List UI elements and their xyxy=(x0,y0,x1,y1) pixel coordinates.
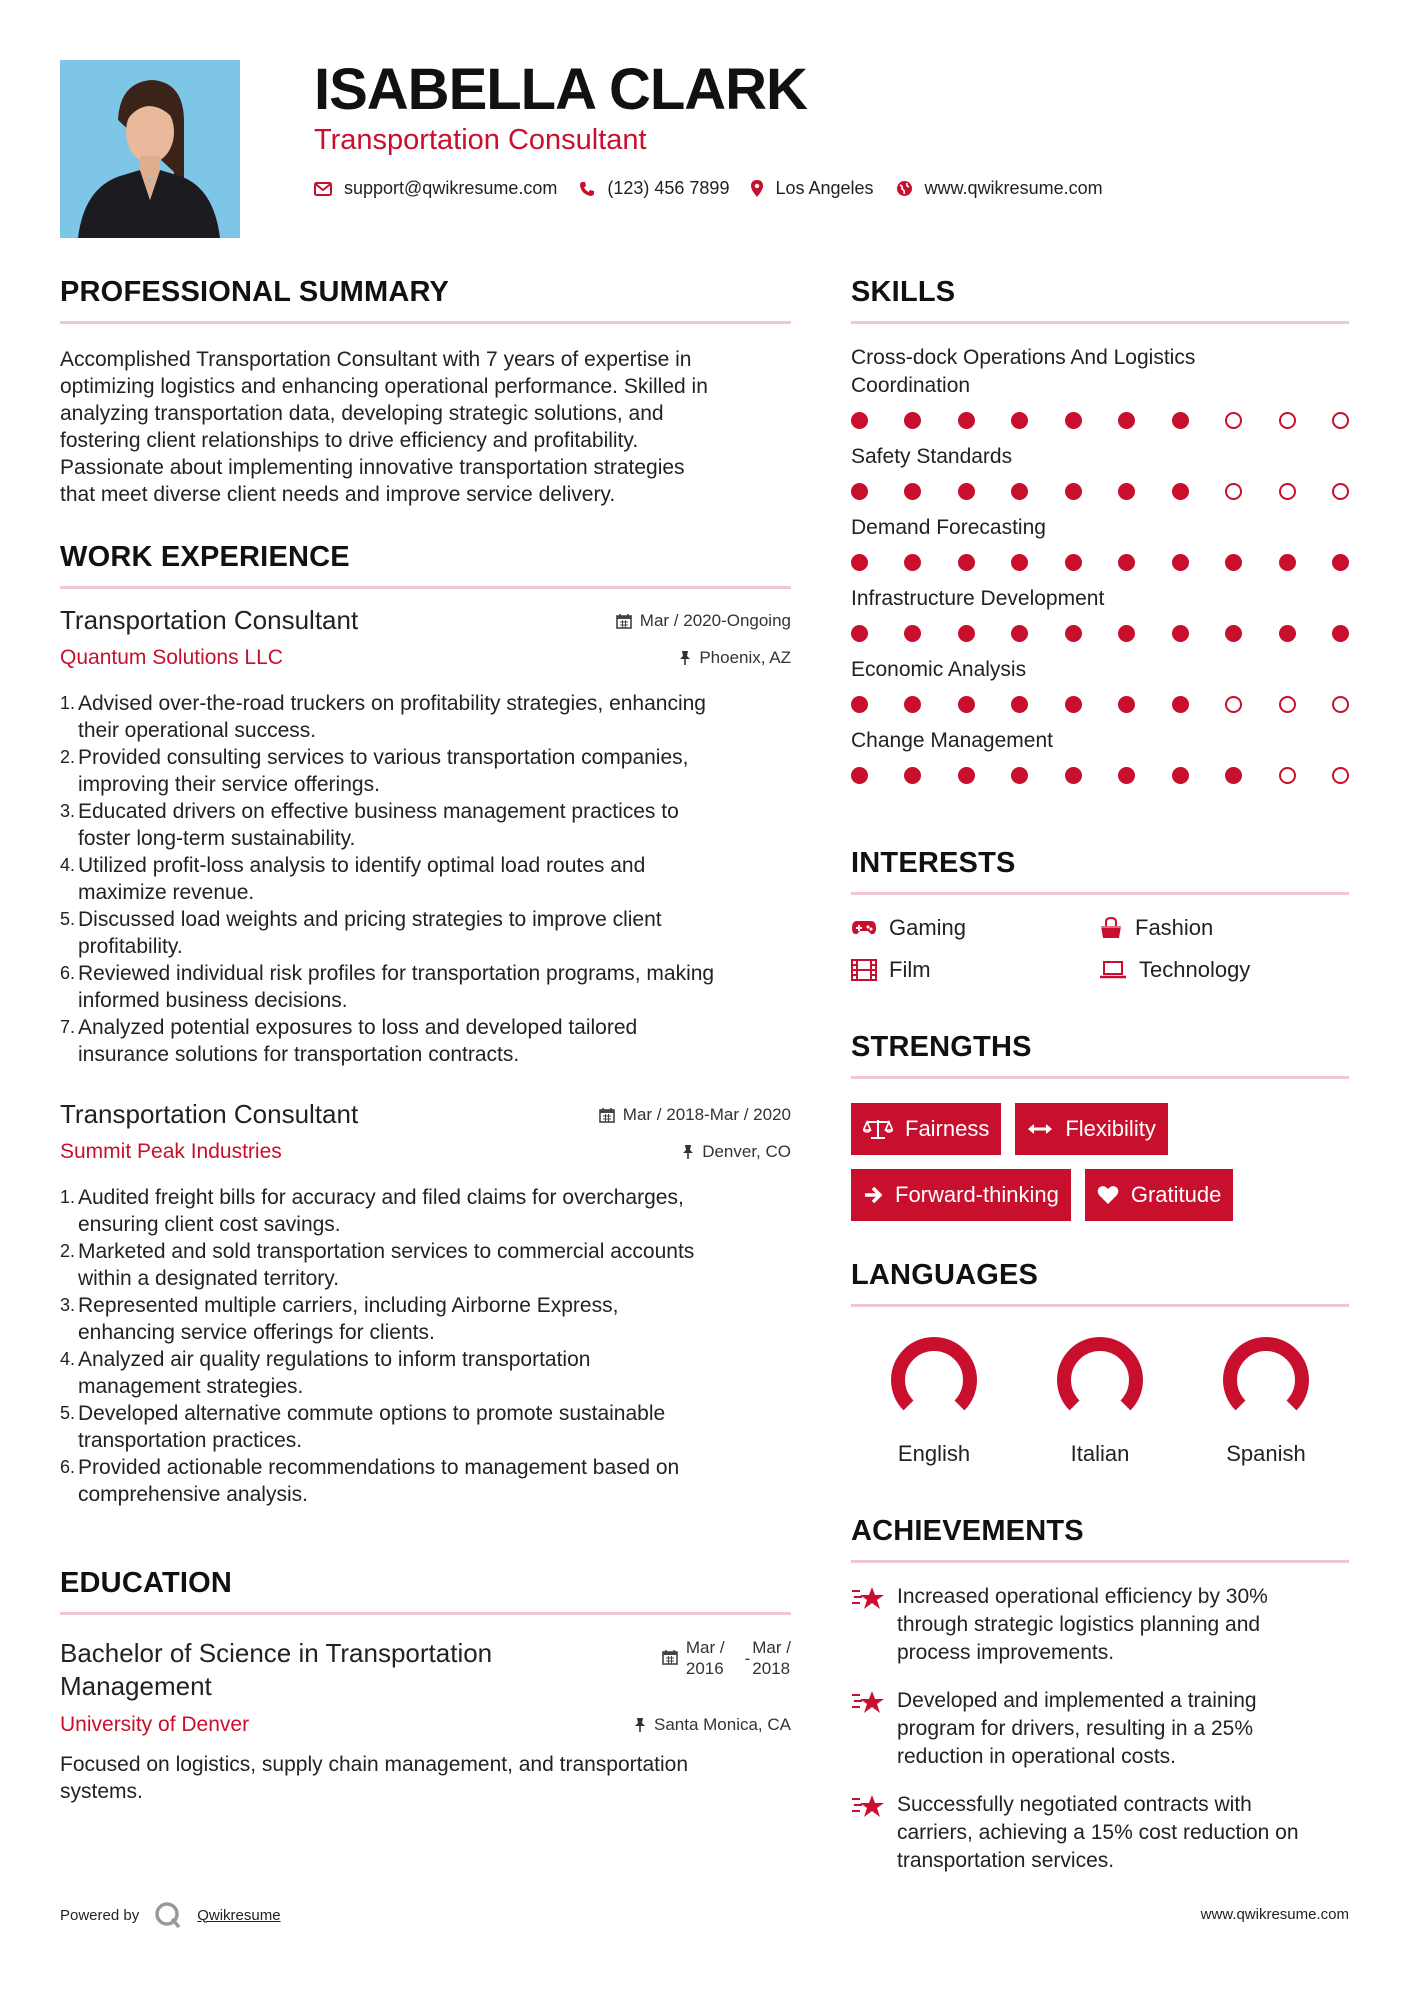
strengths-section xyxy=(851,1031,1349,1221)
item-text: Provided actionable recommendations to management based on xyxy=(78,1456,680,1479)
item-number: 6. xyxy=(60,1457,76,1477)
skill-name xyxy=(851,514,1349,542)
section-divider xyxy=(60,321,791,324)
list-item xyxy=(60,1400,791,1454)
education-description xyxy=(60,1751,791,1805)
job-title: Transportation Consultant xyxy=(60,605,359,635)
summary-line: fostering client relationships to drive efficiency and profitability. xyxy=(60,429,639,452)
arrow-right-icon xyxy=(863,1185,883,1205)
contact-email[interactable] xyxy=(314,178,557,199)
rating-dot-filled xyxy=(904,767,921,784)
footer-website[interactable]: www.qwikresume.com xyxy=(1200,1906,1349,1923)
rating-dot-filled xyxy=(904,696,921,713)
item-text: transportation practices. xyxy=(78,1429,303,1452)
achievement-item xyxy=(851,1583,1349,1667)
item-number: 2. xyxy=(60,747,76,767)
date-separator: - xyxy=(744,1649,751,1668)
strength-label: Gratitude xyxy=(1130,1182,1222,1207)
item-text: Educated drivers on effective business management practices to xyxy=(78,800,679,823)
item-number: 1. xyxy=(60,693,76,713)
rating-dot-filled xyxy=(1172,554,1189,571)
rating-dot-filled xyxy=(851,483,868,500)
item-text: comprehensive analysis. xyxy=(78,1483,308,1506)
rating-dot-filled xyxy=(1065,554,1082,571)
date-text: 2018 xyxy=(752,1659,791,1678)
globe-icon xyxy=(896,180,913,197)
list-item xyxy=(60,1014,791,1068)
list-item xyxy=(60,744,791,798)
rating-dot-filled xyxy=(1172,412,1189,429)
rating-dot-empty xyxy=(1279,767,1296,784)
section-divider xyxy=(60,1612,791,1615)
qwikresume-logo-icon xyxy=(153,1900,183,1930)
achievement-item xyxy=(851,1791,1349,1875)
rating-dot-filled xyxy=(1118,625,1135,642)
rating-dot-filled xyxy=(1225,554,1242,571)
list-item xyxy=(60,1292,791,1346)
rating-dot-empty xyxy=(1279,483,1296,500)
rating-dot-filled xyxy=(1011,767,1028,784)
date-text: Mar / xyxy=(685,1638,725,1657)
rating-dot-filled xyxy=(1118,412,1135,429)
achievement-line: reduction in operational costs. xyxy=(897,1745,1176,1768)
section-divider xyxy=(851,1560,1349,1563)
languages-heading: LANGUAGES xyxy=(851,1259,1039,1291)
candidate-name: ISABELLA CLARK xyxy=(314,57,807,122)
job-bullets xyxy=(60,1184,791,1508)
skill-name-line: Coordination xyxy=(851,374,971,397)
item-text: enhancing service offerings for clients. xyxy=(78,1321,435,1344)
skill-name xyxy=(851,443,1349,471)
item-text: within a designated territory. xyxy=(78,1267,340,1290)
item-text: maximize revenue. xyxy=(78,881,255,904)
item-text: profitability. xyxy=(78,935,183,958)
skill-name-line: Infrastructure Development xyxy=(851,587,1105,610)
calendar-icon xyxy=(599,1107,615,1123)
skill-name-line: Cross-dock Operations And Logistics xyxy=(851,346,1196,369)
item-number: 3. xyxy=(60,1295,76,1315)
item-number: 5. xyxy=(60,1403,76,1423)
rating-dot-filled xyxy=(958,625,975,642)
language-name: Italian xyxy=(1070,1441,1130,1466)
rating-dot-empty xyxy=(1279,412,1296,429)
education-school-row xyxy=(60,1713,791,1737)
item-text: Analyzed air quality regulations to inform transportation xyxy=(78,1348,591,1371)
language-progress-ring xyxy=(887,1333,981,1427)
section-divider xyxy=(851,321,1349,324)
laptop-icon xyxy=(1099,960,1127,980)
language-item xyxy=(1017,1333,1183,1467)
list-item xyxy=(60,960,791,1014)
rating-dot-filled xyxy=(1172,696,1189,713)
skill-name xyxy=(851,585,1349,613)
item-text: informed business decisions. xyxy=(78,989,348,1012)
list-item xyxy=(60,1238,791,1292)
language-name: English xyxy=(897,1441,971,1466)
rating-dot-empty xyxy=(1332,767,1349,784)
strengths-list xyxy=(851,1103,1349,1221)
achievement-line: Developed and implemented a training xyxy=(897,1689,1257,1712)
heart-icon xyxy=(1097,1185,1119,1205)
summary-section xyxy=(60,276,791,508)
item-text: Discussed load weights and pricing strategies to improve client xyxy=(78,908,662,931)
rating-dot-filled xyxy=(958,767,975,784)
person-portrait-image xyxy=(60,60,240,238)
rating-dot-filled xyxy=(904,554,921,571)
job-entry xyxy=(60,1099,791,1508)
list-item xyxy=(60,1454,791,1508)
interests-section xyxy=(851,847,1349,983)
summary-text xyxy=(60,346,791,508)
rating-dot-filled xyxy=(958,483,975,500)
rating-dot-filled xyxy=(1172,483,1189,500)
achievement-line: Successfully negotiated contracts with xyxy=(897,1793,1252,1816)
rating-dot-filled xyxy=(1225,625,1242,642)
degree-line: Management xyxy=(60,1671,212,1701)
degree-line: Bachelor of Science in Transportation xyxy=(60,1638,493,1668)
item-text: Analyzed potential exposures to loss and developed tailored xyxy=(78,1016,638,1039)
rating-dot-filled xyxy=(1011,625,1028,642)
language-name: Spanish xyxy=(1226,1441,1306,1466)
summary-line: Accomplished Transportation Consultant with 7 years of expertise in xyxy=(60,348,692,371)
experience-section xyxy=(60,541,791,589)
item-text: foster long-term sustainability. xyxy=(78,827,356,850)
envelope-icon xyxy=(314,182,332,196)
interest-label: Gaming xyxy=(889,915,967,940)
language-progress-ring xyxy=(1219,1333,1313,1427)
item-text: improving their service offerings. xyxy=(78,773,380,796)
education-entry xyxy=(60,1637,791,1703)
skill-name-line: Change Management xyxy=(851,729,1053,752)
item-text: Provided consulting services to various transportation companies, xyxy=(78,746,689,769)
rating-dot-filled xyxy=(1332,554,1349,571)
item-text: Represented multiple carriers, including Airborne Express, xyxy=(78,1294,619,1317)
achievement-text xyxy=(897,1791,1299,1875)
strength-badge xyxy=(1085,1169,1234,1221)
section-divider xyxy=(851,1076,1349,1079)
skills-list xyxy=(851,344,1349,784)
skill-rating xyxy=(851,696,1349,713)
rating-dot-filled xyxy=(1065,767,1082,784)
skill-name xyxy=(851,344,1349,400)
skills-section xyxy=(851,276,1349,798)
rating-dot-empty xyxy=(1225,696,1242,713)
rating-dot-filled xyxy=(1118,483,1135,500)
language-item xyxy=(1183,1333,1349,1467)
item-text: Advised over-the-road truckers on profitability strategies, enhancing xyxy=(78,692,706,715)
profile-photo xyxy=(60,60,240,238)
brand-link[interactable]: Qwikresume xyxy=(197,1906,281,1924)
description-line: systems. xyxy=(60,1780,143,1803)
contact-phone[interactable] xyxy=(579,178,729,199)
job-dates-text: Mar / 2018-Mar / 2020 xyxy=(622,1104,791,1124)
rating-dot-empty xyxy=(1279,696,1296,713)
interest-label: Film xyxy=(889,957,931,982)
skill-rating xyxy=(851,412,1349,429)
interest-item xyxy=(851,915,1099,941)
calendar-icon xyxy=(662,1649,678,1665)
rating-dot-filled xyxy=(1172,767,1189,784)
item-number: 6. xyxy=(60,963,76,983)
rating-dot-empty xyxy=(1332,696,1349,713)
rating-dot-filled xyxy=(904,483,921,500)
job-entry xyxy=(60,605,791,1068)
rating-dot-filled xyxy=(1011,696,1028,713)
section-divider xyxy=(60,586,791,589)
phone-text: (123) 456 7899 xyxy=(607,178,730,198)
skill-rating xyxy=(851,483,1349,500)
skill-item xyxy=(851,443,1349,500)
phone-icon xyxy=(579,181,595,197)
job-dates xyxy=(599,1105,791,1125)
item-text: Audited freight bills for accuracy and filed claims for overcharges, xyxy=(78,1186,684,1209)
rating-dot-empty xyxy=(1225,412,1242,429)
experience-heading: WORK EXPERIENCE xyxy=(60,541,350,573)
strength-label: Fairness xyxy=(905,1116,990,1141)
school-location-text: Santa Monica, CA xyxy=(653,1715,791,1734)
list-item xyxy=(60,1184,791,1238)
rating-dot-filled xyxy=(1065,625,1082,642)
skill-name-line: Safety Standards xyxy=(851,445,1013,468)
item-number: 4. xyxy=(60,1349,76,1369)
job-location-text: Denver, CO xyxy=(702,1142,791,1161)
summary-heading: PROFESSIONAL SUMMARY xyxy=(60,276,450,308)
rating-dot-filled xyxy=(1225,767,1242,784)
map-marker-icon xyxy=(751,180,763,197)
section-divider xyxy=(851,1304,1349,1307)
list-item xyxy=(60,798,791,852)
skill-item xyxy=(851,585,1349,642)
contact-website[interactable] xyxy=(896,178,1103,199)
strength-label: Flexibility xyxy=(1065,1116,1156,1141)
item-text: insurance solutions for transportation contracts. xyxy=(78,1043,520,1066)
item-number: 7. xyxy=(60,1017,76,1037)
rating-dot-filled xyxy=(851,412,868,429)
star-badge-icon xyxy=(851,1689,885,1715)
date-text: 2016 xyxy=(685,1659,724,1678)
job-company: Quantum Solutions LLC xyxy=(60,646,283,669)
item-text: Utilized profit-loss analysis to identify optimal load routes and xyxy=(78,854,646,877)
job-location xyxy=(682,1142,791,1162)
interest-item xyxy=(1099,957,1349,983)
summary-line: optimizing logistics and enhancing operational performance. Skilled in xyxy=(60,375,708,398)
education-section xyxy=(60,1567,791,1805)
rating-dot-filled xyxy=(1065,696,1082,713)
achievement-line: Increased operational efficiency by 30% xyxy=(897,1585,1268,1608)
list-item xyxy=(60,1346,791,1400)
item-number: 4. xyxy=(60,855,76,875)
achievement-line: through strategic logistics planning and xyxy=(897,1613,1261,1636)
job-location-text: Phoenix, AZ xyxy=(699,648,791,667)
rating-dot-filled xyxy=(1332,625,1349,642)
pushpin-icon xyxy=(682,1144,694,1160)
education-end xyxy=(752,1637,791,1679)
rating-dot-filled xyxy=(1118,696,1135,713)
education-start xyxy=(686,1637,725,1679)
skill-rating xyxy=(851,625,1349,642)
rating-dot-filled xyxy=(1011,412,1028,429)
degree-title xyxy=(60,1637,600,1703)
skill-item xyxy=(851,514,1349,571)
item-text: management strategies. xyxy=(78,1375,304,1398)
strength-badge xyxy=(1015,1103,1167,1155)
arrows-horizontal-icon xyxy=(1027,1122,1053,1136)
item-text: their operational success. xyxy=(78,719,317,742)
list-item xyxy=(60,852,791,906)
item-text: Developed alternative commute options to promote sustainable xyxy=(78,1402,666,1425)
pushpin-icon xyxy=(679,650,691,666)
rating-dot-filled xyxy=(1279,625,1296,642)
description-line: Focused on logistics, supply chain management, and transportation xyxy=(60,1753,689,1776)
languages-section xyxy=(851,1259,1349,1467)
calendar-icon xyxy=(616,613,632,629)
language-progress-ring xyxy=(1053,1333,1147,1427)
education-heading: EDUCATION xyxy=(60,1567,233,1599)
interest-label: Technology xyxy=(1139,957,1251,982)
star-badge-icon xyxy=(851,1793,885,1819)
achievement-text xyxy=(897,1583,1268,1667)
skill-name xyxy=(851,727,1349,755)
candidate-title: Transportation Consultant xyxy=(314,124,647,156)
achievement-text xyxy=(897,1687,1257,1771)
rating-dot-filled xyxy=(1279,554,1296,571)
date-text: Mar / xyxy=(752,1638,791,1657)
school-name: University of Denver xyxy=(60,1713,250,1736)
rating-dot-filled xyxy=(1065,412,1082,429)
interests-grid xyxy=(851,915,1349,983)
balance-scale-icon xyxy=(863,1118,893,1140)
skill-name xyxy=(851,656,1349,684)
rating-dot-filled xyxy=(904,412,921,429)
skill-rating xyxy=(851,767,1349,784)
rating-dot-empty xyxy=(1332,412,1349,429)
rating-dot-filled xyxy=(851,696,868,713)
job-company: Summit Peak Industries xyxy=(60,1140,282,1163)
job-bullets xyxy=(60,690,791,1068)
school-location xyxy=(634,1715,791,1735)
languages-list xyxy=(851,1333,1349,1467)
rating-dot-filled xyxy=(1118,554,1135,571)
shopping-bag-icon xyxy=(1099,917,1123,939)
item-text: Reviewed individual risk profiles for transportation programs, making xyxy=(78,962,715,985)
pushpin-icon xyxy=(634,1717,646,1733)
footer-powered-by xyxy=(60,1900,281,1930)
location-text: Los Angeles xyxy=(775,178,874,198)
interests-heading: INTERESTS xyxy=(851,847,1016,879)
strength-label: Forward-thinking xyxy=(895,1182,1059,1207)
rating-dot-filled xyxy=(851,767,868,784)
achievement-line: process improvements. xyxy=(897,1641,1115,1664)
rating-dot-filled xyxy=(958,696,975,713)
item-number: 3. xyxy=(60,801,76,821)
summary-line: that meet diverse client needs and improve service delivery. xyxy=(60,483,616,506)
strengths-heading: STRENGTHS xyxy=(851,1031,1032,1063)
skill-item xyxy=(851,656,1349,713)
film-icon xyxy=(851,959,877,981)
rating-dot-filled xyxy=(1118,767,1135,784)
summary-line: analyzing transportation data, developing strategic solutions, and xyxy=(60,402,664,425)
achievement-line: transportation services. xyxy=(897,1849,1115,1872)
item-number: 1. xyxy=(60,1187,76,1207)
item-number: 5. xyxy=(60,909,76,929)
list-item xyxy=(60,690,791,744)
job-dates-text: Mar / 2020-Ongoing xyxy=(639,610,791,630)
achievements-section xyxy=(851,1515,1349,1875)
rating-dot-empty xyxy=(1225,483,1242,500)
star-badge-icon xyxy=(851,1585,885,1611)
job-title: Transportation Consultant xyxy=(60,1099,359,1129)
rating-dot-filled xyxy=(958,412,975,429)
achievement-item xyxy=(851,1687,1349,1771)
skill-rating xyxy=(851,554,1349,571)
rating-dot-filled xyxy=(958,554,975,571)
interest-label: Fashion xyxy=(1135,915,1214,940)
rating-dot-filled xyxy=(904,625,921,642)
skills-heading: SKILLS xyxy=(851,276,956,308)
interest-item xyxy=(1099,915,1349,941)
contact-bar xyxy=(314,178,1125,199)
rating-dot-empty xyxy=(1332,483,1349,500)
strength-badge xyxy=(851,1169,1071,1221)
section-divider xyxy=(851,892,1349,895)
gamepad-icon xyxy=(851,919,877,937)
contact-location xyxy=(751,178,873,199)
interest-item xyxy=(851,957,1099,983)
item-number: 2. xyxy=(60,1241,76,1261)
website-text: www.qwikresume.com xyxy=(924,178,1103,198)
rating-dot-filled xyxy=(1065,483,1082,500)
job-location xyxy=(679,648,791,668)
achievement-line: carriers, achieving a 15% cost reduction on xyxy=(897,1821,1299,1844)
item-text: ensuring client cost savings. xyxy=(78,1213,341,1236)
list-item xyxy=(60,906,791,960)
email-text: support@qwikresume.com xyxy=(344,178,558,198)
powered-by-text: Powered by xyxy=(60,1906,140,1924)
skill-item xyxy=(851,727,1349,784)
achievements-heading: ACHIEVEMENTS xyxy=(851,1515,1084,1547)
job-dates xyxy=(616,611,791,631)
education-dates xyxy=(662,1637,791,1703)
summary-line: Passionate about implementing innovative transportation strategies xyxy=(60,456,685,479)
skill-item xyxy=(851,344,1349,429)
language-item xyxy=(851,1333,1017,1467)
rating-dot-filled xyxy=(851,554,868,571)
skill-name-line: Demand Forecasting xyxy=(851,516,1046,539)
rating-dot-filled xyxy=(1011,483,1028,500)
rating-dot-filled xyxy=(1011,554,1028,571)
item-text: Marketed and sold transportation services to commercial accounts xyxy=(78,1240,695,1263)
rating-dot-filled xyxy=(851,625,868,642)
achievement-line: program for drivers, resulting in a 25% xyxy=(897,1717,1253,1740)
skill-name-line: Economic Analysis xyxy=(851,658,1027,681)
rating-dot-filled xyxy=(1172,625,1189,642)
strength-badge xyxy=(851,1103,1001,1155)
